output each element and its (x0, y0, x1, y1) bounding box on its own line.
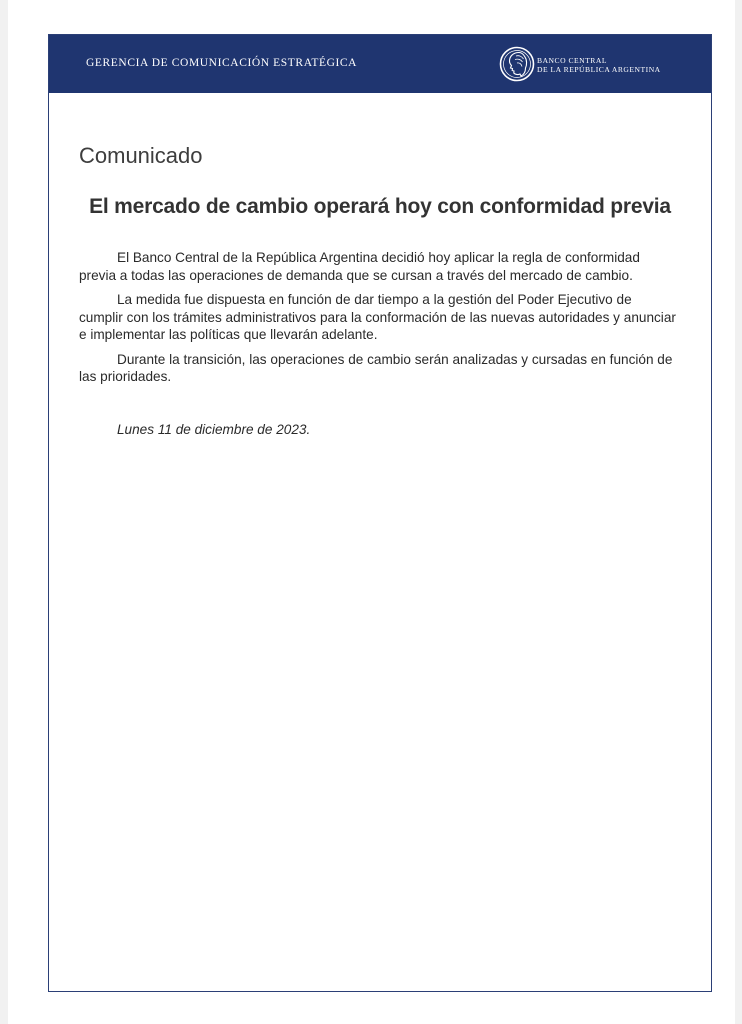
document-frame (48, 34, 712, 992)
bank-name (537, 56, 661, 74)
document-page (8, 0, 735, 1024)
document-title: El mercado de cambio operará hoy con conformidad previa (89, 195, 671, 218)
paragraph: La medida fue dispuesta en función de dar tiempo a la gestión del Poder Ejecutivo de cumplir con los trámites administrativos para la conformación de las nuevas autoridades y anunciar e implementar las políticas que llevarán adelante. (79, 292, 676, 342)
department-name: GERENCIA DE COMUNICACIÓN ESTRATÉGICA (86, 57, 358, 69)
paragraph: Durante la transición, las operaciones de cambio serán analizadas y cursadas en función de las prioridades. (79, 351, 673, 384)
bank-name-line1: BANCO CENTRAL (537, 56, 607, 65)
document-date: Lunes 11 de diciembre de 2023. (117, 422, 311, 437)
document-body (79, 249, 677, 393)
document-type: Comunicado (79, 143, 203, 168)
bcra-seal-profile-icon (499, 46, 535, 82)
paragraph: El Banco Central de la República Argentina decidió hoy aplicar la regla de conformidad previa a todas las operaciones de demanda que se cursan a través del mercado de cambio. (79, 250, 640, 283)
bank-name-line2: DE LA REPÚBLICA ARGENTINA (537, 65, 661, 74)
letterhead-banner (49, 35, 711, 93)
